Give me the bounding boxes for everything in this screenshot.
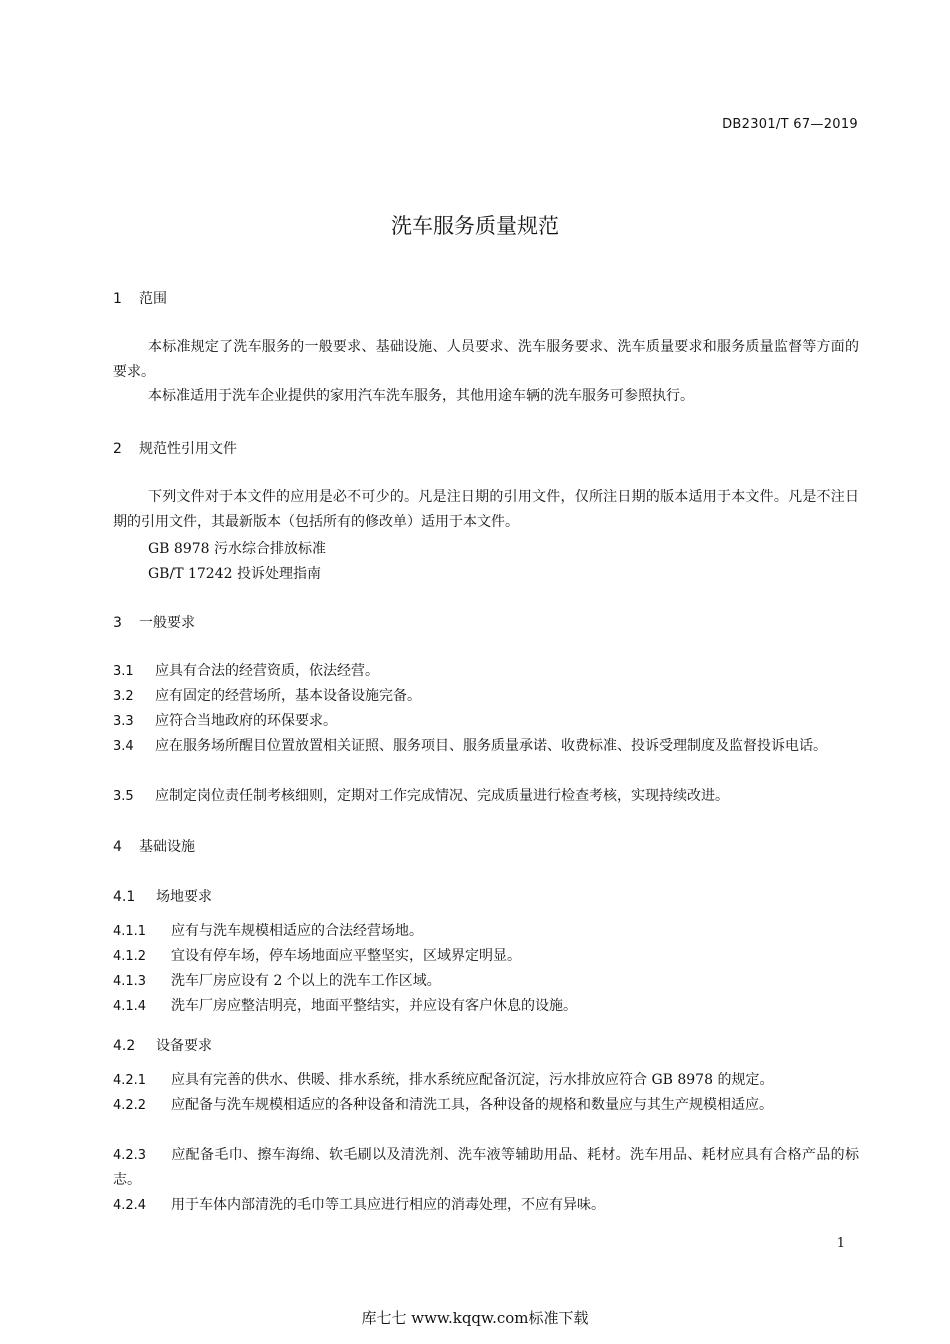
section-1-heading [113,288,167,308]
clause-text: 应有固定的经营场所，基本设备设施完备。 [155,688,421,704]
clause-number: 4.1.2 [113,949,147,964]
clause-text: 应制定岗位责任制考核细则，定期对工作完成情况、完成质量进行检查考核，实现持续改进。 [155,788,729,804]
subsection-4-2-heading [113,1035,212,1055]
clause-text: 洗车厂房应整洁明亮，地面平整结实，并应设有客户休息的设施。 [171,998,577,1014]
subsection-title: 场地要求 [156,889,212,905]
clause [113,734,859,759]
clause-text: 应符合当地政府的环保要求。 [155,713,337,729]
clause [113,784,859,809]
clause-number: 3.3 [113,714,134,729]
clause [113,919,859,944]
paragraph: 本标准适用于洗车企业提供的家用汽车洗车服务，其他用途车辆的洗车服务可参照执行。 [148,388,694,404]
normative-reference: GB/T 17242 投诉处理指南 [148,566,321,582]
clause-number: 4.1.3 [113,974,147,989]
section-number: 4 [113,839,122,855]
clause-text: 洗车厂房应设有 2 个以上的洗车工作区域。 [171,973,441,989]
clause-number: 3.5 [113,789,134,804]
section-4-heading [113,836,195,856]
clause-text: 应配备毛巾、擦车海绵、软毛刷以及清洗剂、洗车液等辅助用品、耗材。洗车用品、耗材应具有合格产品的标志。 [113,1147,859,1188]
clause-text: 应具有合法的经营资质，依法经营。 [155,663,379,679]
clause [113,709,859,734]
section-title: 一般要求 [139,615,195,631]
clause [113,1193,859,1218]
clause-number: 4.1.1 [113,924,147,939]
subsection-number: 4.2 [113,1038,136,1054]
clause [113,1143,859,1193]
clause-number: 3.4 [113,739,134,754]
section-title: 范围 [139,291,167,307]
clause-number: 4.2.1 [113,1073,147,1088]
clause-text: 应配备与洗车规模相适应的各种设备和清洗工具，各种设备的规格和数量应与其生产规模相适应。 [171,1097,773,1113]
clause-number: 3.2 [113,689,134,704]
clause-number: 4.1.4 [113,999,147,1014]
page-number: 1 [836,1236,845,1251]
section-number: 3 [113,615,122,631]
subsection-number: 4.1 [113,889,136,905]
clause [113,1068,859,1093]
standard-code: DB2301/T 67—2019 [722,117,858,132]
normative-reference: GB 8978 污水综合排放标准 [148,541,327,557]
subsection-4-1-heading [113,886,212,906]
clause-number: 4.2.2 [113,1098,147,1113]
clause [113,969,859,994]
document-title: 洗车服务质量规范 [391,214,559,238]
clause-text: 应在服务场所醒目位置放置相关证照、服务项目、服务质量承诺、收费标准、投诉受理制度及监督投诉电话。 [155,738,827,754]
paragraph: 本标准规定了洗车服务的一般要求、基础设施、人员要求、洗车服务要求、洗车质量要求和服务质量监督等方面的要求。 [113,339,859,380]
clause-number: 3.1 [113,664,134,679]
clause-text: 用于车体内部清洗的毛巾等工具应进行相应的消毒处理，不应有异味。 [171,1197,605,1213]
section-title: 基础设施 [139,839,195,855]
clause [113,994,859,1019]
section-title: 规范性引用文件 [139,441,237,457]
clause-text: 宜设有停车场，停车场地面应平整坚实，区域界定明显。 [171,948,521,964]
clause [113,1093,859,1118]
subsection-title: 设备要求 [156,1038,212,1054]
clause [113,659,859,684]
section-2-heading [113,438,237,458]
footer-watermark: 库七七 www.kqqw.com标准下载 [361,1309,589,1327]
section-number: 1 [113,291,122,307]
clause-number: 4.2.4 [113,1198,147,1213]
section-number: 2 [113,441,122,457]
section-3-heading [113,612,195,632]
clause [113,944,859,969]
clause-number: 4.2.3 [113,1148,147,1163]
clause-text: 应具有完善的供水、供暖、排水系统，排水系统应配备沉淀，污水排放应符合 GB 8978 的规定。 [171,1072,774,1088]
clause-text: 应有与洗车规模相适应的合法经营场地。 [171,923,423,939]
paragraph: 下列文件对于本文件的应用是必不可少的。凡是注日期的引用文件，仅所注日期的版本适用于本文件。凡是不注日期的引用文件，其最新版本（包括所有的修改单）适用于本文件。 [113,489,859,530]
clause [113,684,859,709]
